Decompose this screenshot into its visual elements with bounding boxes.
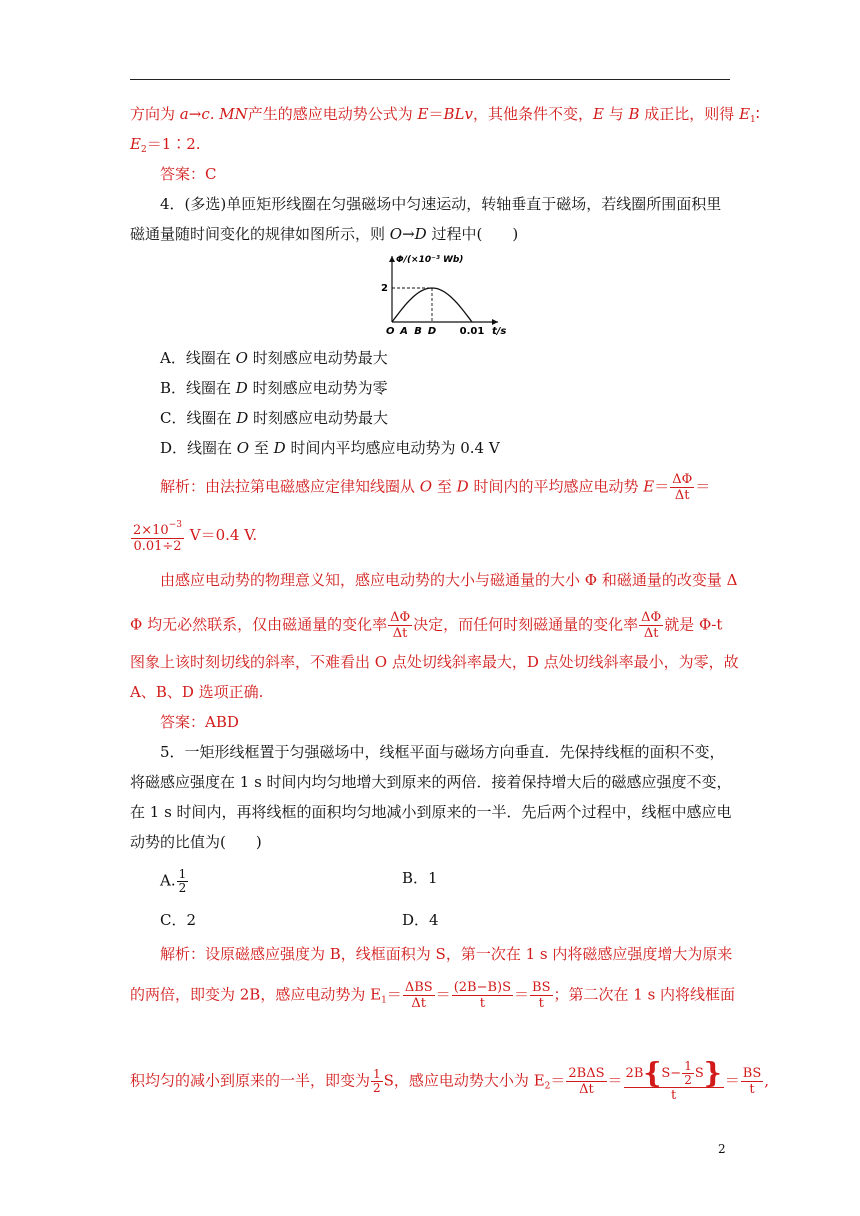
x-axis-arrow [492, 319, 498, 325]
denominator: 2 [684, 1073, 692, 1087]
numerator: ΔΦ [641, 610, 662, 625]
y-axis-label: Φ/(×10⁻³ Wb) [396, 255, 464, 265]
text: D [235, 379, 248, 397]
x-axis-label: t/s [492, 326, 507, 337]
denominator: t [749, 1082, 755, 1097]
text: E [739, 105, 751, 123]
text: D．线圈在 [160, 439, 237, 457]
flux-time-graph [380, 250, 510, 342]
q5-line3: 在 1 s 时间内，再将线框的面积均匀地减小到原来的一半．先后两个过程中，线框中感应电 [130, 803, 732, 821]
numerator: 2BΔS [568, 1066, 605, 1081]
y-tick-label: 2 [381, 283, 388, 294]
fraction [452, 980, 513, 1011]
sol3-line1 [130, 104, 760, 130]
text: D [236, 409, 249, 427]
numerator: (2B−B)S [453, 980, 512, 995]
subscript: 1 [750, 115, 756, 125]
text: ，其他条件不变， [472, 105, 593, 123]
text: ＝ [514, 985, 530, 1004]
fraction [639, 610, 663, 641]
subscript: 2 [140, 145, 147, 155]
text: V＝0.4 V. [185, 526, 258, 544]
y-axis-arrow [389, 256, 395, 262]
fraction [670, 472, 694, 503]
fraction [741, 1066, 763, 1097]
superscript: −3 [168, 520, 182, 530]
text: , [764, 1071, 770, 1090]
numerator: 1 [373, 1067, 381, 1081]
denominator: 0.01÷2 [133, 539, 182, 554]
text: 时刻感应电动势为零 [247, 379, 388, 397]
text: ＝ [435, 985, 451, 1004]
sol5-line1: 解析：设原磁感应强度为 B，线框面积为 S，第一次在 1 s 内将磁感应强度增大为原来 [160, 945, 733, 963]
sol4-p2-line4: A、B、D 选项正确. [130, 683, 264, 701]
sol4-p2-line2 [130, 610, 722, 641]
denominator: Δt [674, 488, 690, 503]
text: 产生的感应电动势公式为 [247, 105, 418, 123]
subscript: 1 [381, 995, 387, 1006]
fraction [530, 980, 552, 1011]
denominator: Δt [411, 996, 427, 1011]
fraction [566, 1066, 606, 1097]
arrow-icon: → [402, 225, 415, 243]
x-tick-label-2: B [414, 326, 422, 337]
text: 时刻感应电动势最大 [247, 349, 388, 367]
text: 时间内平均感应电动势为 0.4 V [285, 439, 500, 457]
numerator: BS [742, 1066, 762, 1081]
text: 时刻感应电动势最大 [248, 409, 389, 427]
denominator: 2 [373, 1081, 381, 1095]
x-tick-label-3: D [427, 326, 437, 337]
denominator: t [538, 996, 544, 1011]
text: BLv [443, 105, 473, 123]
q4-line1: 4．(多选)单匝矩形线圈在匀强磁场中匀速运动，转轴垂直于磁场，若线圈所围面积里 [160, 195, 722, 213]
q5-option-b: B．1 [402, 869, 438, 887]
text: 2B [625, 1066, 644, 1081]
text: ＝ [386, 985, 402, 1004]
text: 至 [432, 477, 457, 496]
q5-option-a [160, 868, 189, 895]
denominator: t [479, 996, 485, 1011]
text: D [273, 439, 286, 457]
text: ＝1∶2. [146, 135, 201, 153]
denominator: 2 [178, 881, 187, 895]
text: 就是 Φ-t [664, 615, 723, 634]
x-tick-label-0: O [386, 326, 395, 337]
text: ＝ [695, 477, 711, 496]
text: 的两倍，即变为 2B，感应电动势为 E [130, 985, 382, 1004]
text: D [456, 477, 469, 496]
text: A．线圈在 [160, 349, 236, 367]
header-rule [130, 79, 730, 80]
answer-4: 答案：ABD [160, 713, 239, 731]
text: 决定，而任何时刻磁通量的变化率 [413, 615, 639, 634]
text: O [235, 349, 248, 367]
sol5-line2 [130, 980, 735, 1011]
text: 与 [603, 105, 629, 123]
numerator: 1 [684, 1059, 692, 1073]
text: 磁通量随时间变化的规律如图所示，则 [130, 225, 390, 243]
fraction [624, 1056, 724, 1103]
text: 积均匀的减小到原来的一半，即变为 [130, 1071, 371, 1090]
text: ＝ [550, 1071, 566, 1090]
text: O [419, 477, 433, 496]
sol3-line2 [130, 134, 201, 160]
text: E [130, 135, 141, 153]
brace-icon: { [643, 1056, 662, 1090]
text: A. [160, 871, 176, 890]
arrow-icon: → [188, 105, 202, 123]
text: E [417, 105, 429, 123]
numerator: BS [532, 980, 551, 995]
option-a [160, 348, 388, 368]
q5-option-d: D．4 [402, 911, 439, 929]
text: S，感应电动势大小为 E [383, 1071, 545, 1090]
fraction [177, 868, 189, 895]
answer-3: 答案：C [160, 165, 217, 183]
text: c [201, 105, 210, 123]
text: E [592, 105, 604, 123]
text: E [643, 477, 655, 496]
sol4-line1 [160, 472, 710, 503]
text: B．线圈在 [160, 379, 236, 397]
denominator: t [671, 1088, 677, 1103]
numerator [131, 518, 184, 539]
q5-line4: 动势的比值为( ) [130, 833, 262, 851]
q5-line2: 将磁感应强度在 1 s 时间内均匀地增大到原来的两倍．接着保持增大后的磁感应强度不变， [130, 773, 732, 791]
x-tick-label-4: 0.01 [459, 326, 485, 337]
sol5-line3 [130, 1056, 770, 1103]
text: ＝ [654, 477, 670, 496]
fraction [403, 980, 435, 1011]
numerator: ΔΦ [672, 472, 693, 487]
x-tick-label-1: A [400, 326, 408, 337]
fraction [682, 1060, 694, 1087]
subscript: 2 [544, 1081, 551, 1092]
text: . [209, 105, 220, 123]
text: MN [219, 105, 248, 123]
text: B [628, 105, 640, 123]
text: ；第二次在 1 s 内将线框面 [553, 985, 736, 1004]
brace-icon: } [703, 1056, 722, 1090]
text: C．线圈在 [160, 409, 237, 427]
fraction [388, 610, 412, 641]
text: ＝ [428, 105, 444, 123]
numerator: 1 [178, 867, 187, 881]
text: 至 [249, 439, 274, 457]
numerator [624, 1056, 724, 1090]
sol4-p2-line1: 由感应电动势的物理意义知，感应电动势的大小与磁通量的大小 Φ 和磁通量的改变量 Δ [160, 571, 738, 589]
denominator: Δt [579, 1082, 594, 1097]
text: 过程中( ) [426, 225, 519, 243]
q5-line1: 5．一矩形线框置于匀强磁场中，线框平面与磁场方向垂直．先保持线框的面积不变， [160, 743, 725, 761]
sol4-p2-line3: 图象上该时刻切线的斜率，不难看出 O 点处切线斜率最大，D 点处切线斜率最小，为零，故 [130, 653, 739, 671]
option-d [160, 438, 500, 458]
text: ＝ [724, 1071, 740, 1090]
denominator: Δt [392, 626, 408, 641]
label: 解析： [160, 477, 206, 496]
q5-option-c: C．2 [160, 911, 197, 929]
text: 时间内的平均感应电动势 [468, 477, 644, 496]
fraction [371, 1068, 383, 1095]
text: ∶ [755, 105, 760, 123]
text: S− [661, 1066, 682, 1081]
numerator: ΔBS [404, 980, 433, 995]
text: Φ 均无必然联系，仅由磁通量的变化率 [130, 615, 388, 634]
page-number: 2 [718, 1142, 726, 1156]
fraction [131, 518, 184, 554]
text: 方向为 [130, 105, 180, 123]
q4-line2 [130, 224, 518, 244]
denominator: Δt [643, 626, 659, 641]
text: O [389, 225, 403, 243]
chart-root [381, 255, 506, 337]
text: 2×10 [133, 523, 169, 538]
numerator: ΔΦ [390, 610, 411, 625]
text: ＝ [607, 1071, 623, 1090]
text: D [414, 225, 427, 243]
text: S [694, 1066, 704, 1081]
text: a [179, 105, 189, 123]
text: 成正比，则得 [639, 105, 740, 123]
sol4-line2 [130, 518, 257, 554]
option-c [160, 408, 388, 428]
text: 由法拉第电磁感应定律知线圈从 [205, 477, 420, 496]
text: O [236, 439, 250, 457]
option-b [160, 378, 388, 398]
